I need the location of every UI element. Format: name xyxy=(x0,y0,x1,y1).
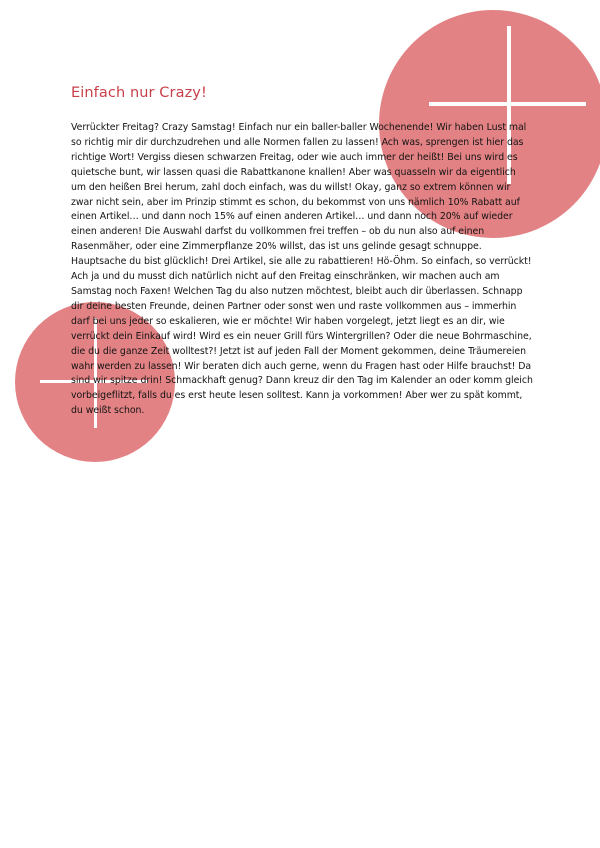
plus-icon-top-horizontal xyxy=(429,102,586,106)
body-paragraph: Verrückter Freitag? Crazy Samstag! Einfach nur ein baller-baller Wochenende! Wir haben Lust mal so richtig mir dir durchzudrehen und alle Normen fallen zu lassen! Ach was, sprengen ist hier das richtige Wort! Vergiss diesen schwarzen Freitag, oder wie auch immer der heißt! Bei uns wird es quietsche bunt, wir lassen quasi die Rabattkanone knallen! Aber was quasseln wir da eigentlich um den heißen Brei herum, zahl doch einfach, was du willst! Okay, ganz so extrem können wir zwar nicht sein, aber im Prinzip stimmt es schon, du bekommst von uns nämlich 10% Rabatt auf einen Artikel… und dann noch 15% auf einen anderen Artikel… und dann noch 20% auf wieder einen anderen! Die Auswahl darfst du vollkommen frei treffen – ob du nun also auf einen Rasenmäher, oder eine Zimmerpflanze 20% willst, das ist uns gelinde gesagt schnuppe. Hauptsache du bist glücklich! Drei Artikel, sie alle zu rabattieren! Hö-Öhm. So einfach, so verrückt! Ach ja und du musst dich natürlich nicht auf den Freitag einschränken, wir machen auch am Samstag noch Faxen! Welchen Tag du also nutzen möchtest, bleibt auch dir überlassen. Schnapp dir deine besten Freunde, deinen Partner oder sonst wen und raste vollkommen aus – immerhin darf bei uns jeder so eskalieren, wie er möchte! Wir haben vorgelegt, jetzt liegt es an dir, wie verrückt dein Einkauf wird! Wird es ein neuer Grill fürs Wintergrillen? Oder die neue Bohrmaschine, die du die ganze Zeit wolltest?! Jetzt ist auf jeden Fall der Moment gekommen, deine Träumereien wahr werden zu lassen! Wir beraten dich auch gerne, wenn du Fragen hast oder Hilfe brauchst! Da sind wir spitze drin! Schmackhaft genug? Dann kreuz dir den Tag im Kalender an oder komm gleich vorbeigeflitzt, falls du es erst heute lesen solltest. Kann ja vorkommen! Aber wer zu spät kommt, du weißt schon. xyxy=(71,122,533,417)
page-title: Einfach nur Crazy! xyxy=(71,85,207,101)
